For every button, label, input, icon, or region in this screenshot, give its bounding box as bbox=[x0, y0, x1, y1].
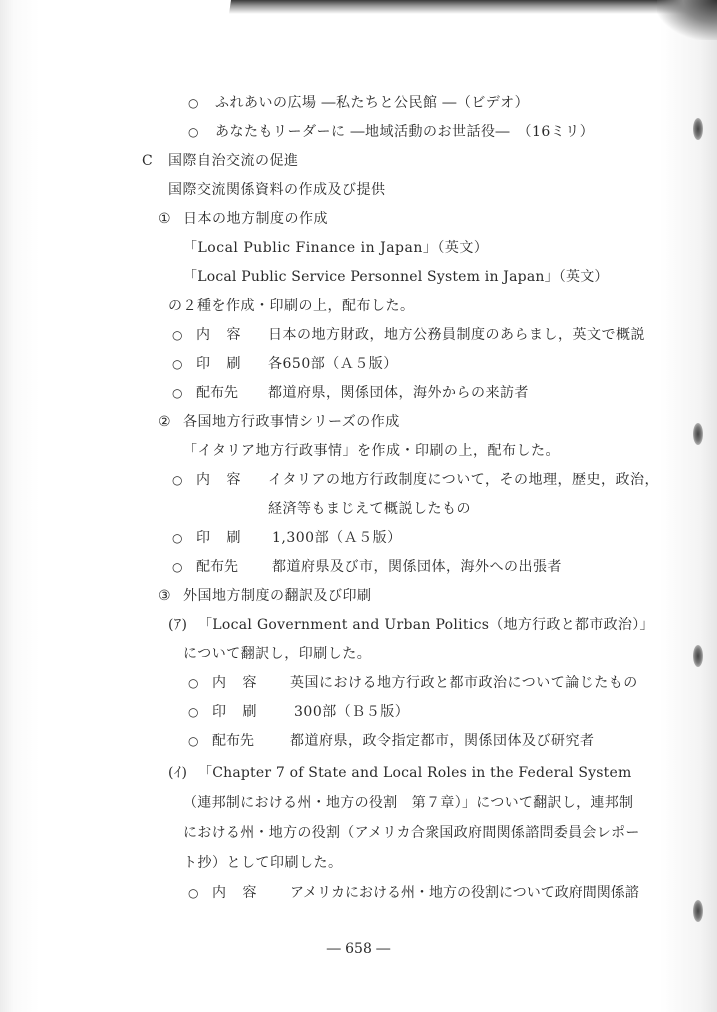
summary-text: の２種を作成・印刷の上，配布した。 bbox=[168, 298, 415, 314]
publication-title: 「Local Government and Urban Politics（地方行政と都市政治）」 bbox=[198, 617, 654, 633]
list-bullet: ○ bbox=[188, 125, 199, 139]
part-number: ③ bbox=[158, 588, 172, 604]
row-bullet: ○ bbox=[188, 886, 199, 900]
binder-hole bbox=[693, 118, 703, 140]
summary-text: ト抄）として印刷した。 bbox=[183, 855, 343, 871]
row-bullet: ○ bbox=[172, 531, 183, 545]
row-value: アメリカにおける州・地方の役割について政府間関係諮 bbox=[290, 885, 639, 901]
summary-text: （連邦制における州・地方の役割 第７章）」について翻訳し，連邦制 bbox=[183, 795, 634, 811]
section-subheading: 国際交流関係資料の作成及び提供 bbox=[168, 182, 386, 198]
publication-title: 「Chapter 7 of State and Local Roles in the Federal System bbox=[198, 765, 632, 781]
row-label: 配布先 bbox=[196, 559, 238, 575]
row-value: 日本の地方財政，地方公務員制度のあらまし，英文で概説 bbox=[268, 327, 645, 343]
row-bullet: ○ bbox=[188, 676, 199, 690]
row-bullet: ○ bbox=[172, 357, 183, 371]
section-letter: C bbox=[142, 153, 154, 169]
row-value: 英国における地方行政と都市政治について論じたもの bbox=[290, 675, 638, 691]
scan-shadow-corner bbox=[657, 0, 717, 40]
publication-title: 「Local Public Service Personnel System in Japan」（英文） bbox=[183, 269, 609, 285]
publication-title: 「Local Public Finance in Japan」（英文） bbox=[183, 240, 489, 256]
row-bullet: ○ bbox=[172, 328, 183, 342]
row-label: 印 刷 bbox=[196, 530, 247, 546]
binder-hole bbox=[693, 900, 703, 922]
row-label: 内 容 bbox=[212, 885, 263, 901]
summary-text: 「イタリア地方行政事情」を作成・印刷の上，配布した。 bbox=[183, 443, 560, 459]
part-title: 各国地方行政事情シリーズの作成 bbox=[183, 414, 400, 430]
list-bullet: ○ bbox=[188, 96, 199, 110]
summary-text: における州・地方の役割（アメリカ合衆国政府間関係諮問委員会レポー bbox=[183, 825, 640, 841]
row-label: 印 刷 bbox=[212, 704, 263, 720]
binder-hole bbox=[693, 645, 703, 667]
part-number: ① bbox=[158, 211, 172, 227]
row-label: 内 容 bbox=[196, 327, 247, 343]
sub-marker: (ｲ) bbox=[168, 765, 188, 781]
list-item: ふれあいの広場 ―私たちと公民館 ―（ビデオ） bbox=[215, 95, 530, 111]
row-value: 都道府県，政令指定都市，関係団体及び研究者 bbox=[290, 733, 595, 749]
row-bullet: ○ bbox=[172, 473, 183, 487]
part-number: ② bbox=[158, 414, 172, 430]
row-value-continued: 経済等もまじえて概説したもの bbox=[268, 501, 471, 517]
binder-hole bbox=[693, 423, 703, 445]
section-heading: 国際自治交流の促進 bbox=[168, 153, 299, 169]
sub-marker: (ｱ) bbox=[168, 617, 188, 633]
row-label: 印 刷 bbox=[196, 356, 247, 372]
part-title: 外国地方制度の翻訳及び印刷 bbox=[183, 588, 372, 604]
row-value: 都道府県，関係団体，海外からの来訪者 bbox=[268, 385, 529, 401]
row-label: 内 容 bbox=[212, 675, 263, 691]
row-label: 配布先 bbox=[212, 733, 254, 749]
row-value: 300部（Ｂ５版） bbox=[294, 704, 410, 720]
row-bullet: ○ bbox=[188, 734, 199, 748]
row-value: 1,300部（Ａ５版） bbox=[272, 530, 402, 546]
page-number: ― 658 ― bbox=[326, 941, 391, 957]
part-title: 日本の地方制度の作成 bbox=[183, 211, 328, 227]
scan-shadow-top bbox=[229, 0, 717, 14]
list-item: あなたもリーダーに ―地域活動のお世話役― （16ミリ） bbox=[215, 124, 595, 140]
row-label: 配布先 bbox=[196, 385, 238, 401]
row-bullet: ○ bbox=[172, 386, 183, 400]
row-bullet: ○ bbox=[188, 705, 199, 719]
row-value: イタリアの地方行政制度について，その地理，歴史，政治， bbox=[268, 472, 659, 488]
summary-text: について翻訳し，印刷した。 bbox=[183, 646, 372, 662]
row-label: 内 容 bbox=[196, 472, 247, 488]
row-value: 都道府県及び市，関係団体，海外への出張者 bbox=[272, 559, 562, 575]
row-value: 各650部（Ａ５版） bbox=[268, 356, 398, 372]
row-bullet: ○ bbox=[172, 560, 183, 574]
